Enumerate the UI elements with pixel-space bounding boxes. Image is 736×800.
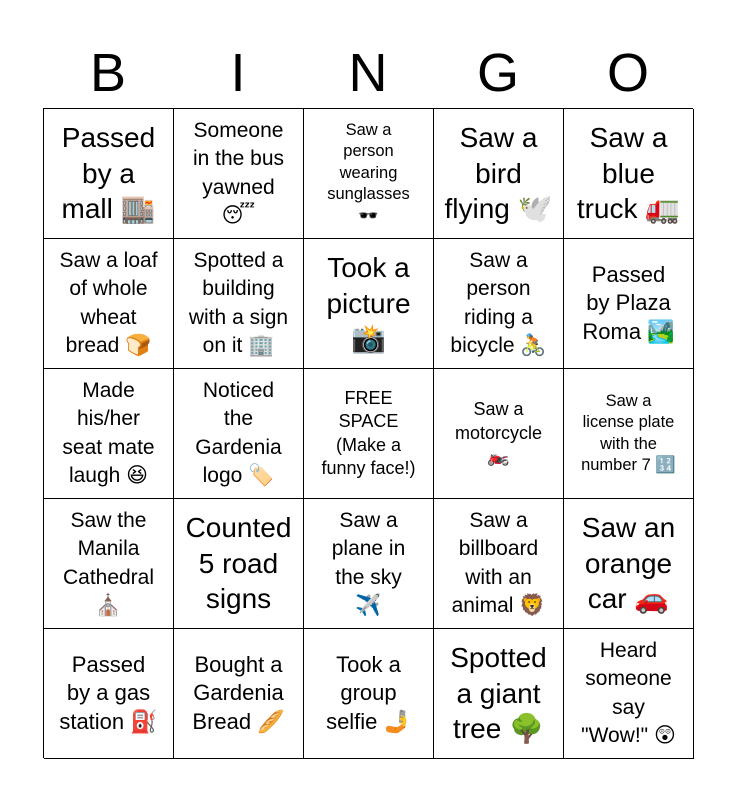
bingo-cell-r1-c1[interactable] xyxy=(44,109,174,239)
cell-text: Saw a billboard with an animal 🦁 xyxy=(451,508,546,617)
bingo-cell-r3-c3-free-space[interactable] xyxy=(304,369,434,499)
cell-text: Bought a Gardenia Bread 🥖 xyxy=(192,651,285,734)
cell-text: Counted 5 road signs xyxy=(185,511,292,615)
cell-text: Noticed the Gardenia logo 🏷️ xyxy=(195,378,282,487)
bingo-cell-r3-c4[interactable] xyxy=(434,369,564,499)
cell-text: Spotted a building with a sign on it 🏢 xyxy=(188,248,289,357)
cell-text: Made his/her seat mate laugh 😆 xyxy=(62,378,155,487)
bingo-cell-r2-c4[interactable] xyxy=(434,239,564,369)
cell-text: Passed by a gas station ⛽ xyxy=(59,651,158,734)
bingo-cell-r1-c2[interactable] xyxy=(174,109,304,239)
cell-text: Took a group selfie 🤳 xyxy=(326,651,411,734)
bingo-header xyxy=(43,38,693,108)
bingo-cell-r2-c5[interactable] xyxy=(564,239,694,369)
cell-text: Passed by Plaza Roma 🏞️ xyxy=(582,261,675,344)
bingo-cell-r3-c5[interactable] xyxy=(564,369,694,499)
bingo-cell-r2-c3[interactable] xyxy=(304,239,434,369)
cell-text: Saw a bird flying 🕊️ xyxy=(444,121,553,225)
cell-text: Saw a motorcycle 🏍️ xyxy=(454,399,543,467)
bingo-cell-r2-c1[interactable] xyxy=(44,239,174,369)
bingo-cell-r3-c1[interactable] xyxy=(44,369,174,499)
cell-text: Heard someone say "Wow!" 😲 xyxy=(581,638,676,747)
bingo-cell-r4-c4[interactable] xyxy=(434,499,564,629)
cell-text: Saw a person wearing sunglasses 🕶️ xyxy=(327,120,410,225)
bingo-cell-r4-c1[interactable] xyxy=(44,499,174,629)
bingo-cell-r4-c2[interactable] xyxy=(174,499,304,629)
bingo-cell-r2-c2[interactable] xyxy=(174,239,304,369)
header-letter-o: O xyxy=(606,43,649,103)
cell-text: FREE SPACE (Make a funny face!) xyxy=(321,387,416,478)
cell-text: Saw the Manila Cathedral ⛪ xyxy=(62,508,155,617)
bingo-cell-r5-c4[interactable] xyxy=(434,629,564,759)
cell-text: Someone in the bus yawned 😴 xyxy=(192,118,285,227)
cell-text: Saw an orange car 🚗 xyxy=(581,511,676,615)
bingo-cell-r1-c5[interactable] xyxy=(564,109,694,239)
cell-text: Spotted a giant tree 🌳 xyxy=(450,641,547,745)
cell-text: Saw a person riding a bicycle 🚴 xyxy=(450,248,547,357)
bingo-cell-r5-c3[interactable] xyxy=(304,629,434,759)
bingo-cell-r1-c3[interactable] xyxy=(304,109,434,239)
bingo-cell-r5-c1[interactable] xyxy=(44,629,174,759)
bingo-board xyxy=(43,108,693,758)
bingo-cell-r5-c2[interactable] xyxy=(174,629,304,759)
cell-text: Took a picture 📸 xyxy=(326,251,411,355)
bingo-cell-r4-c5[interactable] xyxy=(564,499,694,629)
bingo-cell-r1-c4[interactable] xyxy=(434,109,564,239)
cell-text: Passed by a mall 🏬 xyxy=(61,121,156,225)
header-letter-b: B xyxy=(89,43,127,103)
cell-text: Saw a blue truck 🚛 xyxy=(576,121,681,225)
bingo-cell-r5-c5[interactable] xyxy=(564,629,694,759)
bingo-cell-r4-c3[interactable] xyxy=(304,499,434,629)
header-letter-i: I xyxy=(230,43,246,103)
header-letter-g: G xyxy=(476,43,519,103)
bingo-cell-r3-c2[interactable] xyxy=(174,369,304,499)
header-letter-n: N xyxy=(348,43,388,103)
cell-text: Saw a loaf of whole wheat bread 🍞 xyxy=(59,248,158,357)
cell-text: Saw a plane in the sky ✈️ xyxy=(331,508,406,617)
cell-text: Saw a license plate with the number 7 🔢 xyxy=(581,391,676,474)
